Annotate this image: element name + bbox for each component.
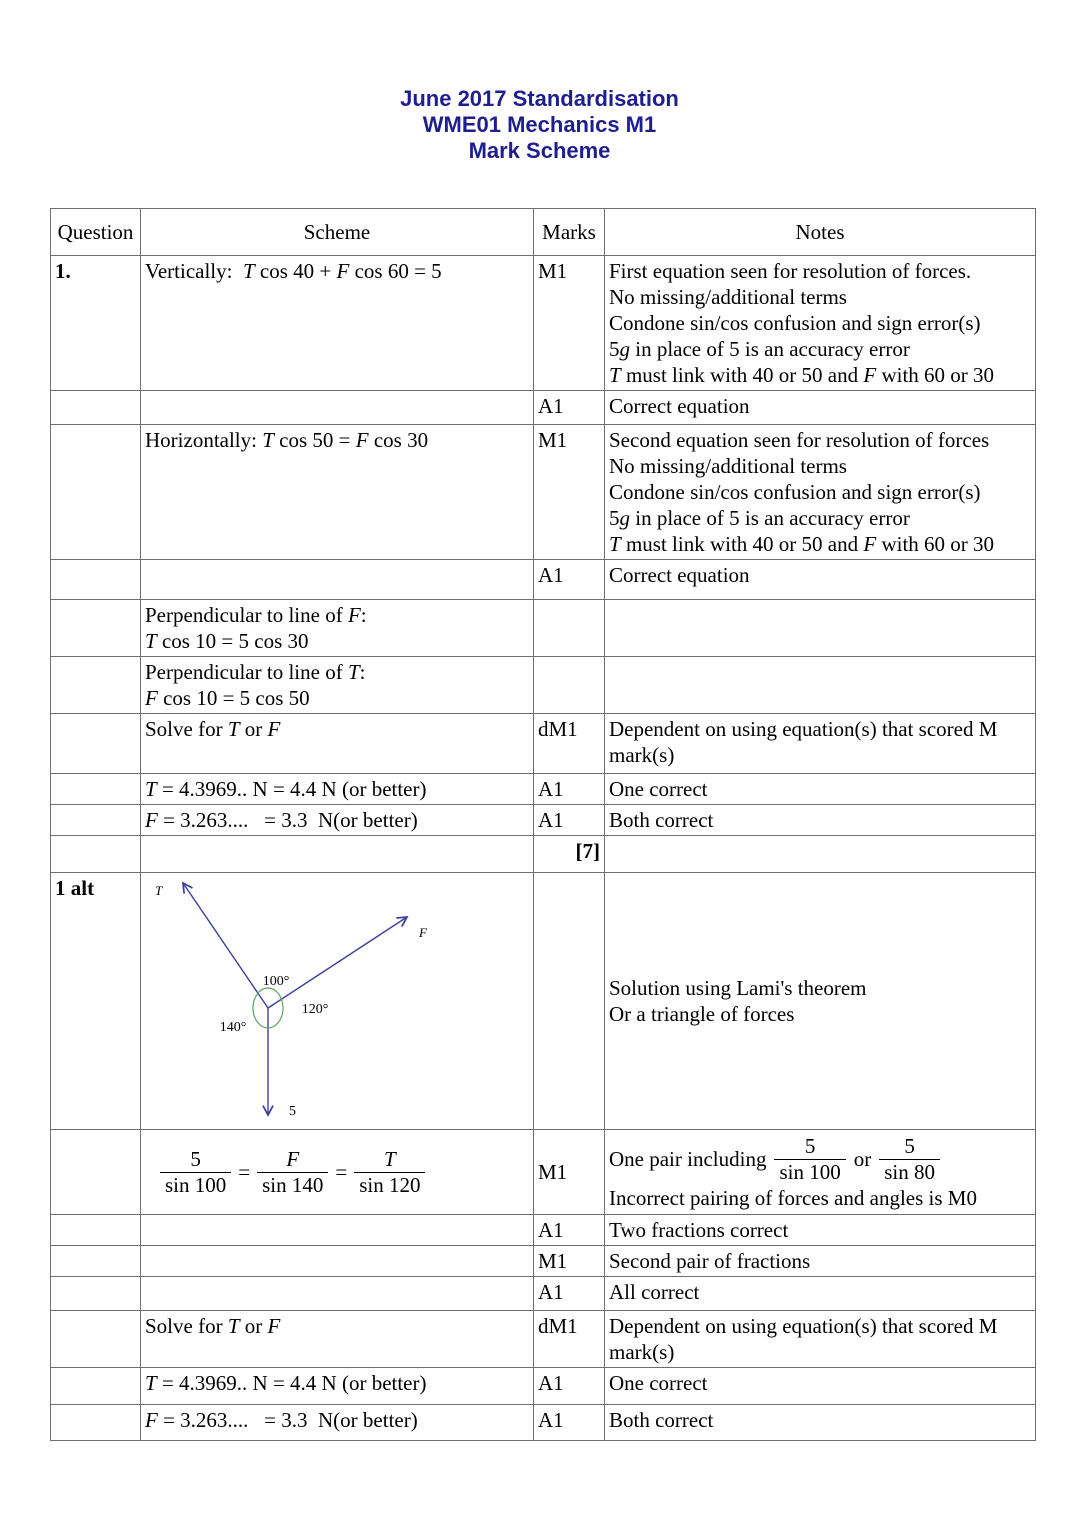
- header-scheme: Scheme: [141, 209, 534, 256]
- note-line: Incorrect pairing of forces and angles is M0: [609, 1185, 977, 1210]
- force-diagram: [145, 875, 530, 1127]
- notes-cell: One correct: [605, 1368, 1036, 1405]
- question-cell: [51, 1277, 141, 1311]
- scheme-cell: Solve for T or F: [141, 1311, 534, 1368]
- marks-cell: A1: [534, 560, 605, 600]
- marks-cell: [534, 600, 605, 657]
- table-row: [51, 873, 1036, 1130]
- marks-cell: A1: [534, 774, 605, 805]
- question-cell: [51, 1368, 141, 1405]
- marks-cell: dM1: [534, 1311, 605, 1368]
- question-cell: [51, 714, 141, 774]
- notes-cell: [605, 1130, 1036, 1215]
- force-f-arrow: [268, 917, 407, 1008]
- header-notes: Notes: [605, 209, 1036, 256]
- total-marks-cell: [7]: [534, 836, 605, 873]
- title-line-2: WME01 Mechanics M1: [422, 112, 657, 137]
- question-cell: [51, 600, 141, 657]
- table-row: [51, 805, 1036, 836]
- question-cell: [51, 1130, 141, 1215]
- angle-right-label: 120°: [301, 1002, 329, 1017]
- table-row: [51, 1311, 1036, 1368]
- question-cell: [51, 560, 141, 600]
- scheme-cell: [141, 1130, 534, 1215]
- note-prefix: One pair including: [609, 1147, 767, 1171]
- question-cell: 1.: [51, 256, 141, 391]
- table-row: [51, 836, 1036, 873]
- table-row: [51, 560, 1036, 600]
- angle-left-label: 140°: [219, 1020, 247, 1035]
- table-row: [51, 714, 1036, 774]
- scheme-cell: T = 4.3969.. N = 4.4 N (or better): [141, 1368, 534, 1405]
- question-cell: [51, 836, 141, 873]
- table-row: [51, 600, 1036, 657]
- equals-sign: =: [238, 1160, 251, 1184]
- table-row: [51, 657, 1036, 714]
- tension-label: T: [155, 883, 163, 898]
- scheme-cell: [141, 836, 534, 873]
- table-row: [51, 1215, 1036, 1246]
- scheme-cell: [141, 560, 534, 600]
- notes-cell: Two fractions correct: [605, 1215, 1036, 1246]
- mark-scheme-table: [50, 208, 1036, 1441]
- header-question: Question: [51, 209, 141, 256]
- notes-cell: Solution using Lami's theorem Or a triangle of forces: [605, 873, 1036, 1130]
- table-row: [51, 774, 1036, 805]
- question-cell: [51, 805, 141, 836]
- note-with-fractions: [609, 1134, 1031, 1185]
- notes-cell: [605, 657, 1036, 714]
- notes-cell: Second pair of fractions: [605, 1246, 1036, 1277]
- marks-cell: dM1: [534, 714, 605, 774]
- scheme-cell: Vertically: T cos 40 + F cos 60 = 5: [141, 256, 534, 391]
- notes-cell: Second equation seen for resolution of forces No missing/additional terms Condone sin/cos confusion and sign error(s) 5g in place of 5 is an accuracy error T must link with 40 or 50 and F with 60 or 30: [605, 425, 1036, 560]
- table-row: [51, 256, 1036, 391]
- notes-cell: First equation seen for resolution of forces. No missing/additional terms Condone sin/cos confusion and sign error(s) 5g in place of 5 is an accuracy error T must link with 40 or 50 and F with 60 or 30: [605, 256, 1036, 391]
- table-row: [51, 1277, 1036, 1311]
- scheme-cell: [141, 391, 534, 425]
- equals-sign: =: [335, 1160, 348, 1184]
- title-line-1: June 2017 Standardisation: [400, 86, 679, 111]
- scheme-cell: F = 3.263.... = 3.3 N(or better): [141, 1405, 534, 1441]
- notes-cell: One correct: [605, 774, 1036, 805]
- notes-cell: Dependent on using equation(s) that scored M mark(s): [605, 1311, 1036, 1368]
- marks-cell: [534, 657, 605, 714]
- table-header-row: [51, 209, 1036, 256]
- marks-cell: M1: [534, 425, 605, 560]
- marks-cell: A1: [534, 1215, 605, 1246]
- angle-top-label: 100°: [262, 974, 290, 989]
- notes-cell: Dependent on using equation(s) that scored M mark(s): [605, 714, 1036, 774]
- fraction: $\frac{5}{\sin 100}$: [774, 1134, 845, 1185]
- scheme-cell: Perpendicular to line of T: F cos 10 = 5 cos 50: [141, 657, 534, 714]
- marks-cell: M1: [534, 256, 605, 391]
- marks-cell: A1: [534, 1277, 605, 1311]
- or-word: or: [853, 1147, 872, 1171]
- question-cell: [51, 1311, 141, 1368]
- marks-cell: A1: [534, 1368, 605, 1405]
- tension-arrow: [183, 883, 268, 1008]
- scheme-cell: [141, 873, 534, 1130]
- table-row: [51, 1130, 1036, 1215]
- question-cell: [51, 425, 141, 560]
- marks-cell: A1: [534, 391, 605, 425]
- table-row: [51, 1246, 1036, 1277]
- question-cell: [51, 1246, 141, 1277]
- lami-equation: [145, 1147, 529, 1198]
- document-title: [0, 86, 1079, 164]
- notes-cell: [605, 600, 1036, 657]
- scheme-cell: Horizontally: T cos 50 = F cos 30: [141, 425, 534, 560]
- table-row: [51, 391, 1036, 425]
- fraction: $\frac{T}{\sin 120}$: [354, 1147, 425, 1198]
- marks-cell: M1: [534, 1130, 605, 1215]
- table-row: [51, 1368, 1036, 1405]
- question-cell: [51, 391, 141, 425]
- weight-label: 5: [289, 1104, 296, 1119]
- notes-cell: Both correct: [605, 1405, 1036, 1441]
- scheme-cell: T = 4.3969.. N = 4.4 N (or better): [141, 774, 534, 805]
- notes-cell: All correct: [605, 1277, 1036, 1311]
- fraction: $\frac{F}{\sin 140}$: [257, 1147, 328, 1198]
- title-line-3: Mark Scheme: [468, 138, 611, 163]
- marks-cell: M1: [534, 1246, 605, 1277]
- question-cell: [51, 1405, 141, 1441]
- notes-cell: Correct equation: [605, 391, 1036, 425]
- fraction: $\frac{5}{\sin 100}$: [160, 1147, 231, 1198]
- scheme-cell: Solve for T or F: [141, 714, 534, 774]
- marks-cell: A1: [534, 805, 605, 836]
- marks-cell: A1: [534, 1405, 605, 1441]
- question-cell: [51, 657, 141, 714]
- fraction: $\frac{5}{\sin 80}$: [879, 1134, 940, 1185]
- question-cell: [51, 1215, 141, 1246]
- scheme-cell: [141, 1215, 534, 1246]
- notes-cell: [605, 836, 1036, 873]
- scheme-cell: F = 3.263.... = 3.3 N(or better): [141, 805, 534, 836]
- notes-cell: Correct equation: [605, 560, 1036, 600]
- notes-cell: Both correct: [605, 805, 1036, 836]
- question-cell: 1 alt: [51, 873, 141, 1130]
- table-row: [51, 425, 1036, 560]
- scheme-cell: [141, 1246, 534, 1277]
- marks-cell: [534, 873, 605, 1130]
- header-marks: Marks: [534, 209, 605, 256]
- question-cell: [51, 774, 141, 805]
- force-f-label: F: [419, 925, 427, 940]
- table-row: [51, 1405, 1036, 1441]
- scheme-cell: [141, 1277, 534, 1311]
- scheme-cell: Perpendicular to line of F: T cos 10 = 5 cos 30: [141, 600, 534, 657]
